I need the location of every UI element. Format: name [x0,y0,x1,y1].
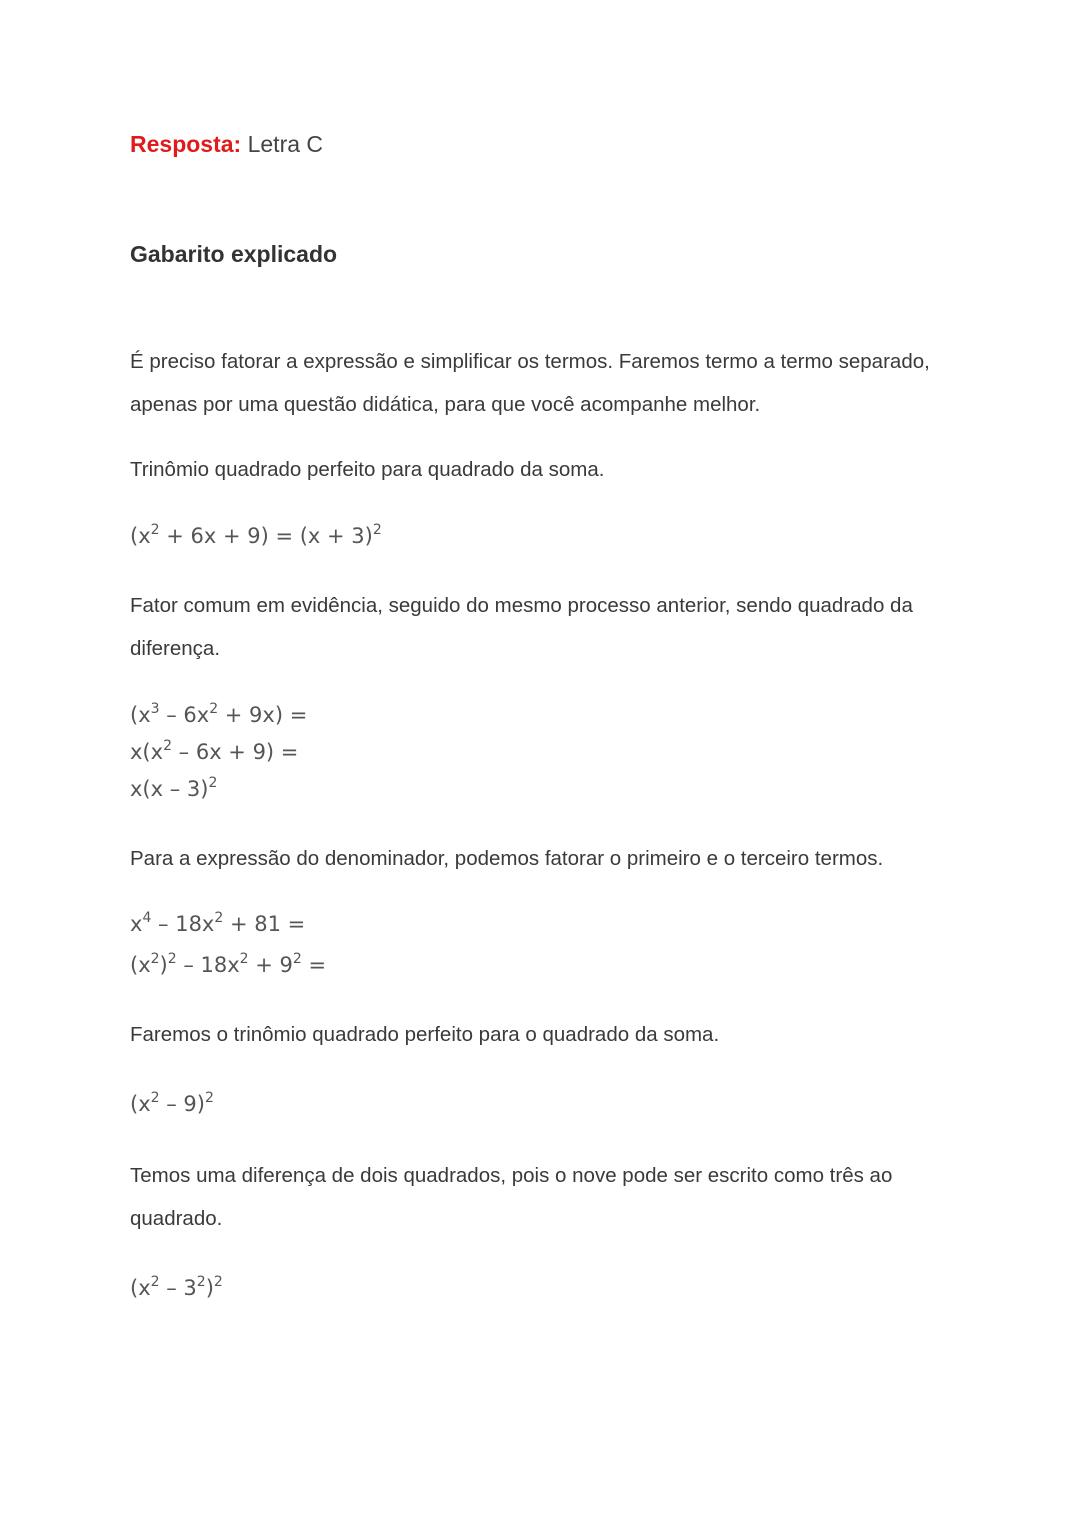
paragraph-sum-square: Faremos o trinômio quadrado perfeito para o quadrado da soma. [130,1023,720,1046]
math-exponent: 2 [150,951,160,967]
math-term: – 6x [159,703,210,727]
answer-label: Resposta: [130,131,242,157]
equation-line [130,1086,214,1123]
equation-line [130,947,326,984]
math-exponent: 2 [209,701,219,717]
paragraph-denominator: Para a expressão do denominador, podemos fatorar o primeiro e o terceiro termos. [130,847,884,870]
math-exponent: 2 [150,522,160,538]
math-term: x(x [130,740,164,764]
equation-block-3 [130,906,326,984]
paragraph-intro: É preciso fatorar a expressão e simplificar os termos. Faremos termo a termo separado, apenas por uma questão didática, para que você acompanhe melhor. [130,350,930,416]
math-term: – 18x [176,953,240,977]
math-term: (x [130,953,151,977]
math-term: – 6x + 9) = [171,740,299,764]
equation-block-1 [130,518,382,555]
paragraph-trinomial: Trinômio quadrado perfeito para quadrado da soma. [130,458,605,481]
math-term: + 81 = [223,912,306,936]
equation-block-4 [130,1086,214,1123]
math-exponent: 3 [150,701,160,717]
math-term: (x [130,524,151,548]
answer-line [130,128,323,160]
math-exponent: 2 [204,1090,214,1106]
math-term: + 6x + 9) = (x + 3) [159,524,373,548]
math-exponent: 2 [196,1274,206,1290]
equation-line [130,697,307,734]
math-term: x(x – 3) [130,777,209,801]
math-term: = [301,953,327,977]
equation-block-5 [130,1270,223,1307]
math-term: ) [205,1276,214,1300]
paragraph-difference-squares: Temos uma diferença de dois quadrados, pois o nove pode ser escrito como três ao quadrado. [130,1164,893,1230]
math-term: + 9x) = [218,703,308,727]
math-term: – 3 [159,1276,197,1300]
math-term: (x [130,703,151,727]
math-exponent: 2 [150,1274,160,1290]
math-term: – 9) [159,1092,205,1116]
math-term: (x [130,1092,151,1116]
section-heading: Gabarito explicado [130,241,338,267]
paragraph-common-factor: Fator comum em evidência, seguido do mesmo processo anterior, sendo quadrado da diferença. [130,594,913,660]
equation-line [130,1270,223,1307]
math-term: (x [130,1276,151,1300]
math-exponent: 2 [372,522,382,538]
equation-line [130,518,382,555]
math-exponent: 2 [292,951,302,967]
math-exponent: 2 [214,910,224,926]
equation-line [130,906,326,947]
math-exponent: 2 [239,951,249,967]
math-exponent: 4 [142,910,152,926]
math-exponent: 2 [208,775,218,791]
equation-line [130,734,307,771]
answer-value: Letra C [247,131,324,157]
math-exponent: 2 [167,951,177,967]
math-exponent: 2 [213,1274,223,1290]
equation-block-2 [130,697,307,808]
math-exponent: 2 [163,738,172,754]
math-term: + 9 [248,953,293,977]
math-term: – 18x [151,912,215,936]
math-term: x [130,912,143,936]
equation-line [130,771,307,808]
math-term: ) [159,953,168,977]
math-exponent: 2 [150,1090,160,1106]
